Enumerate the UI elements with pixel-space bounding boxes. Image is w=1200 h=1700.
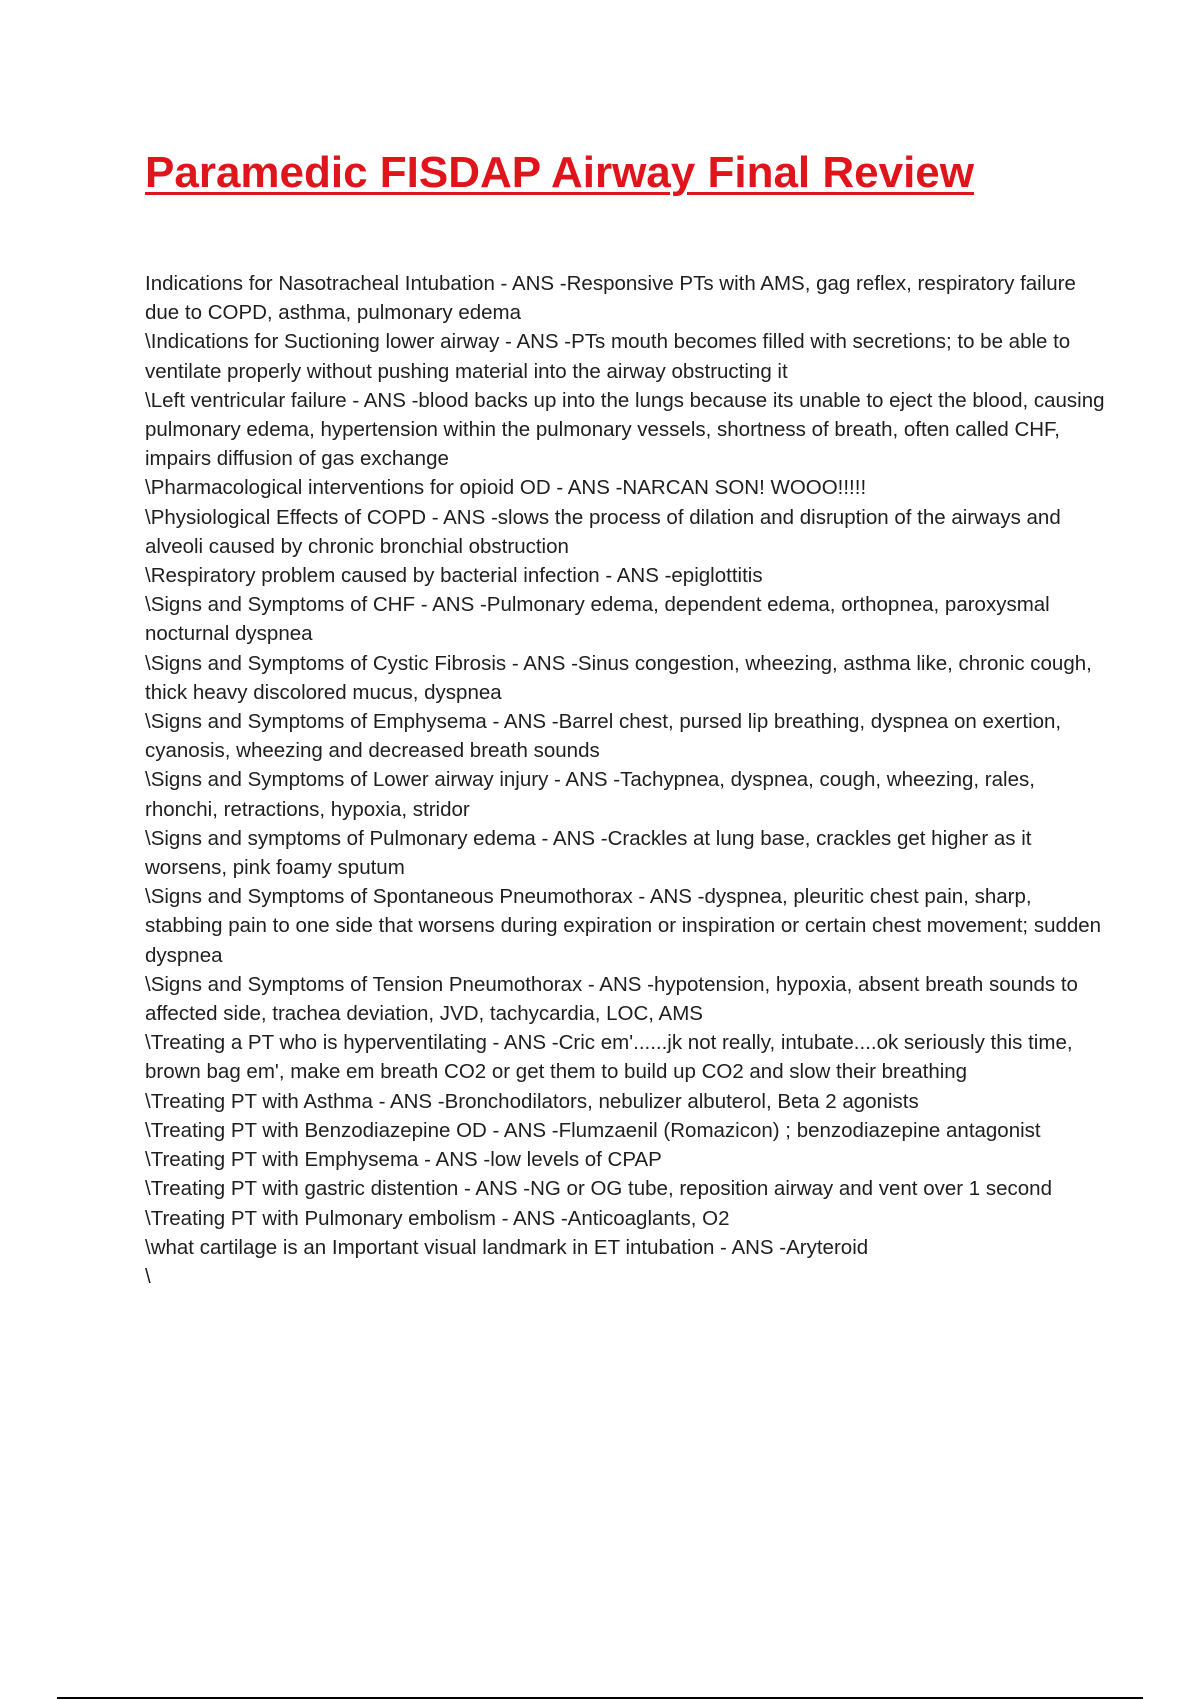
review-entry: Indications for Nasotracheal Intubation - ANS -Responsive PTs with AMS, gag reflex, respiratory failure due to COPD, asthma, pulmonary edema	[145, 272, 1076, 325]
review-entry: \Respiratory problem caused by bacterial infection - ANS -epiglottitis	[145, 564, 763, 588]
review-entry: \Treating PT with Emphysema - ANS -low levels of CPAP	[145, 1148, 662, 1172]
review-entry: \Indications for Suctioning lower airway - ANS -PTs mouth becomes filled with secretions; to be able to ventilate properly without pushing material into the airway obstructing it	[145, 330, 1071, 383]
review-entry: \Signs and symptoms of Pulmonary edema - ANS -Crackles at lung base, crackles get higher as it worsens, pink foamy sputum	[145, 826, 1032, 880]
review-entry: \Physiological Effects of COPD - ANS -slows the process of dilation and disruption of the airways and alveoli caused by chronic bronchial obstruction	[145, 505, 1061, 558]
review-entry: \Signs and Symptoms of Lower airway injury - ANS -Tachypnea, dyspnea, cough, wheezing, rales, rhonchi, retractions, hypoxia, stridor	[145, 768, 1035, 821]
review-entry: \Treating a PT who is hyperventilating - ANS -Cric em'......jk not really, intubate....ok seriously this time, brown bag em', make em breath CO2 or get them to build up CO2 and slow their breathing	[145, 1031, 1073, 1084]
review-entry: \Signs and Symptoms of Spontaneous Pneumothorax - ANS -dyspnea, pleuritic chest pain, sharp, stabbing pain to one side that worsens during expiration or inspiration or certain chest movement; sudden dyspnea	[145, 885, 1102, 967]
review-entry: \Treating PT with Benzodiazepine OD - ANS -Flumzaenil (Romazicon) ; benzodiazepine antagonist	[145, 1118, 1041, 1142]
page-bottom-divider	[57, 1697, 1143, 1699]
review-entry: \Signs and Symptoms of CHF - ANS -Pulmonary edema, dependent edema, orthopnea, paroxysmal nocturnal dyspnea	[145, 593, 1050, 646]
review-entry: \Treating PT with Pulmonary embolism - ANS -Anticoaglants, O2	[145, 1206, 730, 1230]
review-entry: \	[145, 1264, 151, 1288]
review-entry: \Treating PT with Asthma - ANS -Bronchodilators, nebulizer albuterol, Beta 2 agonists	[145, 1089, 919, 1113]
review-entry: \Signs and Symptoms of Cystic Fibrosis - ANS -Sinus congestion, wheezing, asthma like, chronic cough, thick heavy discolored mucus, dyspnea	[145, 651, 1092, 704]
review-entry: \Signs and Symptoms of Tension Pneumothorax - ANS -hypotension, hypoxia, absent breath sounds to affected side, trachea deviation, JVD, tachycardia, LOC, AMS	[145, 972, 1078, 1026]
review-entry: \Pharmacological interventions for opioid OD - ANS -NARCAN SON! WOOO!!!!!	[145, 476, 867, 500]
review-entry: \Signs and Symptoms of Emphysema - ANS -Barrel chest, pursed lip breathing, dyspnea on exertion, cyanosis, wheezing and decreased breath sounds	[145, 710, 1062, 763]
page-title: Paramedic FISDAP Airway Final Review	[145, 148, 974, 197]
review-content	[145, 269, 1105, 1291]
review-entry: \what cartilage is an Important visual landmark in ET intubation - ANS -Aryteroid	[145, 1235, 869, 1259]
review-entry: \Left ventricular failure - ANS -blood backs up into the lungs because its unable to eject the blood, causing pulmonary edema, hypertension within the pulmonary vessels, shortness of breath, often called CHF, impairs diffusion of gas exchange	[145, 388, 1105, 471]
review-entry: \Treating PT with gastric distention - ANS -NG or OG tube, reposition airway and vent over 1 second	[145, 1177, 1052, 1201]
